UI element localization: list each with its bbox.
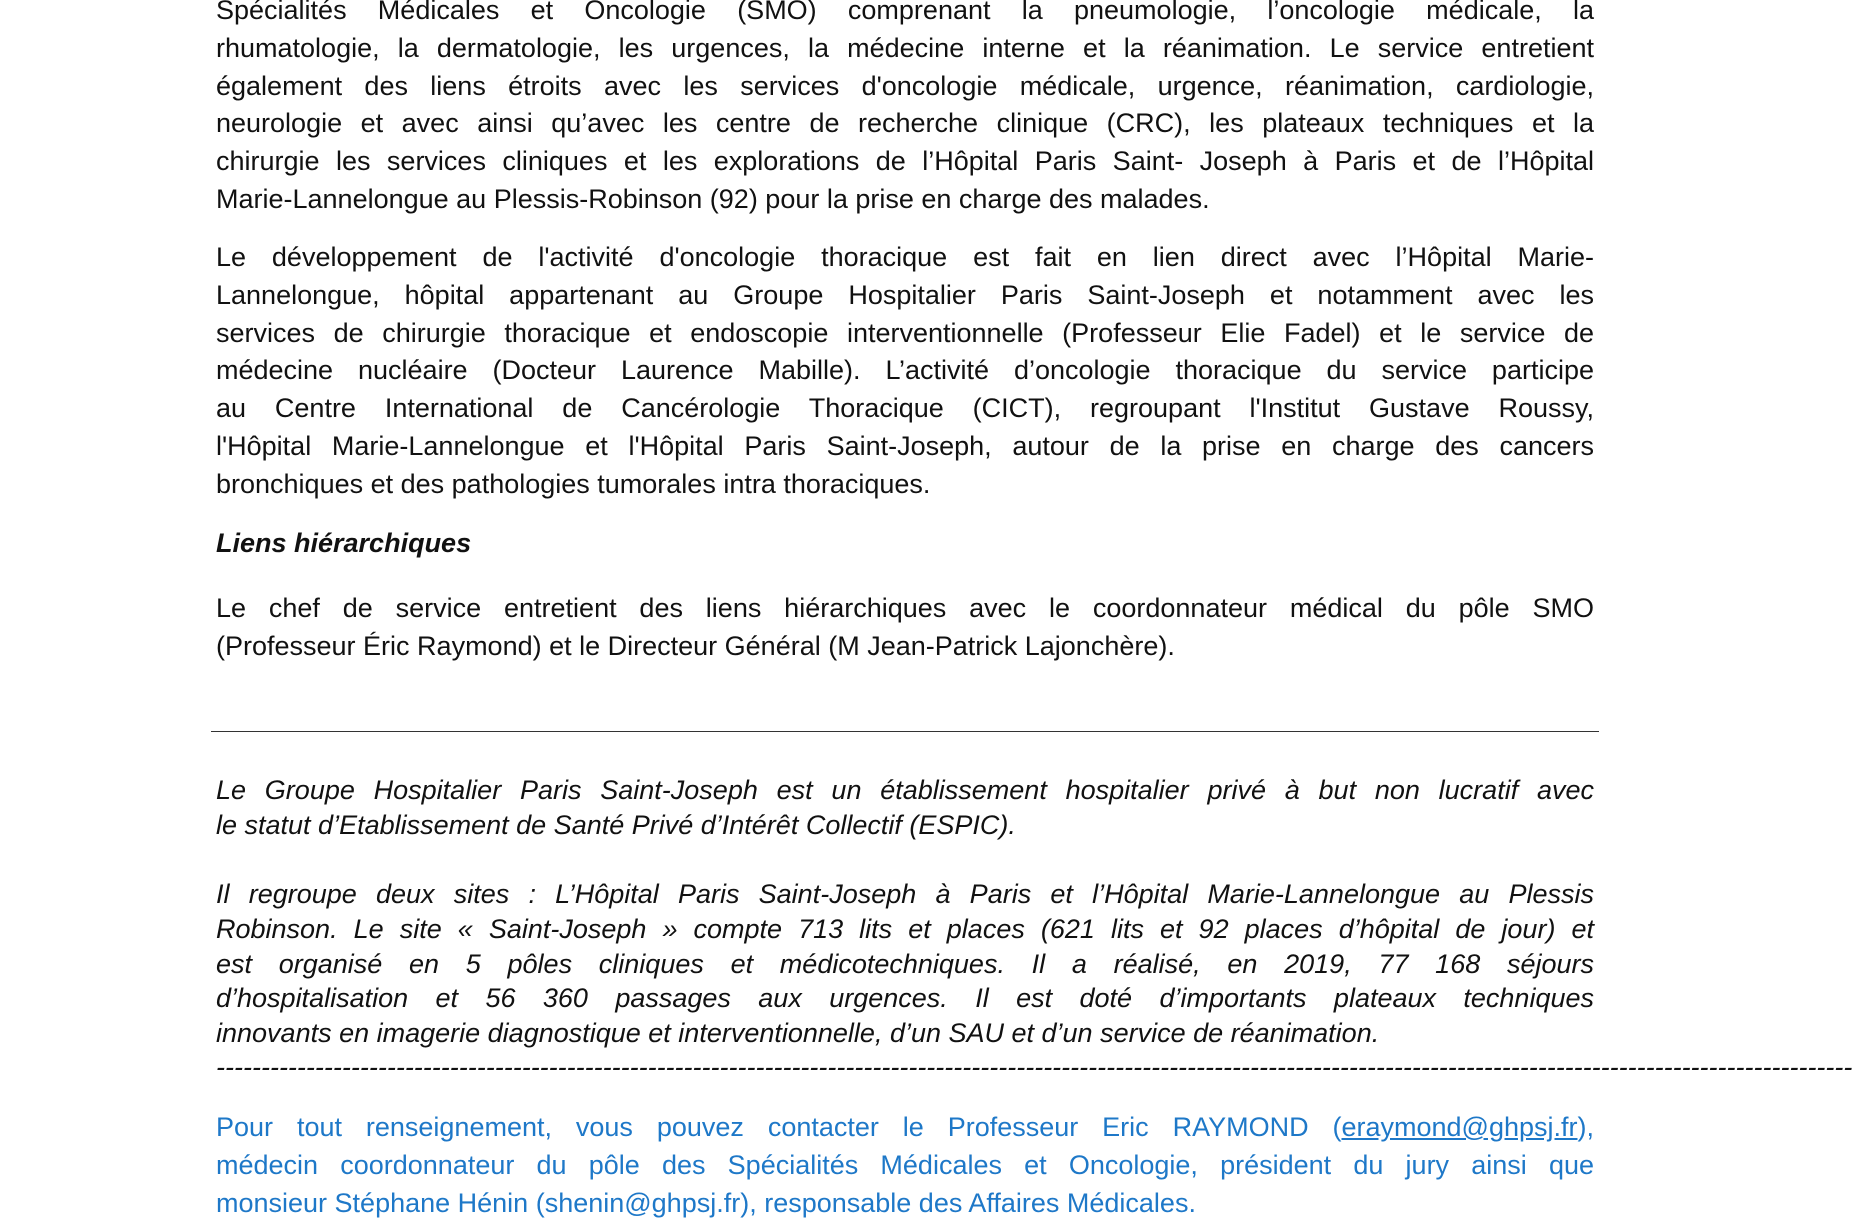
email-link-eraymond[interactable]: eraymond@ghpsj.fr	[1341, 1112, 1578, 1142]
section-heading-liens-hierarchiques: Liens hiérarchiques	[216, 528, 472, 558]
paragraph-smo-services	[216, 0, 1594, 219]
text-line: chirurgie les services cliniques et les explorations de l’Hôpital Paris Saint- Joseph à Paris et de l’Hôpital	[216, 146, 1594, 177]
paragraph-about-sites	[216, 877, 1594, 1051]
text-line: Le développement de l'activité d'oncologie thoracique est fait en lien direct avec l’Hôpital Marie-	[216, 242, 1594, 272]
text-line: monsieur Stéphane Hénin (shenin@ghpsj.fr), responsable des Affaires Médicales.	[216, 1187, 1196, 1218]
paragraph-hierarchy	[216, 590, 1594, 666]
text-line: Robinson. Le site « Saint-Joseph » compte 713 lits et places (621 lits et 92 places d’hôpital de jour) et	[216, 913, 1594, 944]
text-line: Marie-Lannelongue au Plessis-Robinson (92) pour la prise en charge des malades.	[216, 183, 1210, 214]
text-line: médecine nucléaire (Docteur Laurence Mabille). L’activité d’oncologie thoracique du service participe	[216, 355, 1594, 386]
document-page	[216, 0, 1852, 1218]
text-line: d’hospitalisation et 56 360 passages aux urgences. Il est doté d’importants plateaux techniques	[216, 983, 1594, 1014]
text-line	[216, 1109, 1594, 1147]
contact-text: Pour tout renseignement, vous pouvez contacter le Professeur Eric RAYMOND (	[216, 1112, 1342, 1142]
text-line: Le Groupe Hospitalier Paris Saint-Joseph est un établissement hospitalier privé à but non lucratif avec	[216, 775, 1594, 805]
text-line: neurologie et avec ainsi qu’avec les centre de recherche clinique (CRC), les plateaux techniques et la	[216, 108, 1594, 139]
paragraph-contact	[216, 1109, 1594, 1222]
contact-text: ),	[1577, 1112, 1594, 1142]
text-line: Il regroupe deux sites : L’Hôpital Paris Saint-Joseph à Paris et l’Hôpital Marie-Lannelongue au Plessis	[216, 879, 1594, 909]
text-line: Le chef de service entretient des liens hiérarchiques avec le coordonnateur médical du pôle SMO	[216, 593, 1594, 623]
text-line: Spécialités Médicales et Oncologie (SMO) comprenant la pneumologie, l’oncologie médicale, la	[216, 0, 1594, 25]
text-line: innovants en imagerie diagnostique et interventionnelle, d’un SAU et d’un service de réanimation.	[216, 1018, 1380, 1049]
text-line: Lannelongue, hôpital appartenant au Groupe Hospitalier Paris Saint-Joseph et notamment avec les	[216, 279, 1594, 310]
text-line: également des liens étroits avec les services d'oncologie médicale, urgence, réanimation, cardiologie,	[216, 70, 1594, 101]
text-line: est organisé en 5 pôles cliniques et médicotechniques. Il a réalisé, en 2019, 77 168 séjours	[216, 948, 1594, 979]
text-line: au Centre International de Cancérologie Thoracique (CICT), regroupant l'Institut Gustave Roussy,	[216, 393, 1594, 424]
text-line: services de chirurgie thoracique et endoscopie interventionnelle (Professeur Elie Fadel) et le service de	[216, 317, 1594, 348]
text-line: (Professeur Éric Raymond) et le Directeur Général (M Jean-Patrick Lajonchère).	[216, 630, 1175, 661]
dashed-separator: --------------------------------------------------------------------------------------------------------------------------------------------------------------------------------------	[216, 1052, 1852, 1082]
horizontal-divider	[211, 731, 1599, 732]
text-line: bronchiques et des pathologies tumorales intra thoraciques.	[216, 468, 931, 499]
text-line: médecin coordonnateur du pôle des Spécialités Médicales et Oncologie, président du jury ainsi que	[216, 1149, 1594, 1180]
text-line: rhumatologie, la dermatologie, les urgences, la médecine interne et la réanimation. Le service entretient	[216, 32, 1594, 63]
text-line: l'Hôpital Marie-Lannelongue et l'Hôpital Paris Saint-Joseph, autour de la prise en charge des cancers	[216, 430, 1594, 461]
text-line: le statut d’Etablissement de Santé Privé d’Intérêt Collectif (ESPIC).	[216, 809, 1016, 840]
paragraph-thoracic-oncology	[216, 239, 1594, 504]
paragraph-about-ghpsj	[216, 773, 1594, 843]
